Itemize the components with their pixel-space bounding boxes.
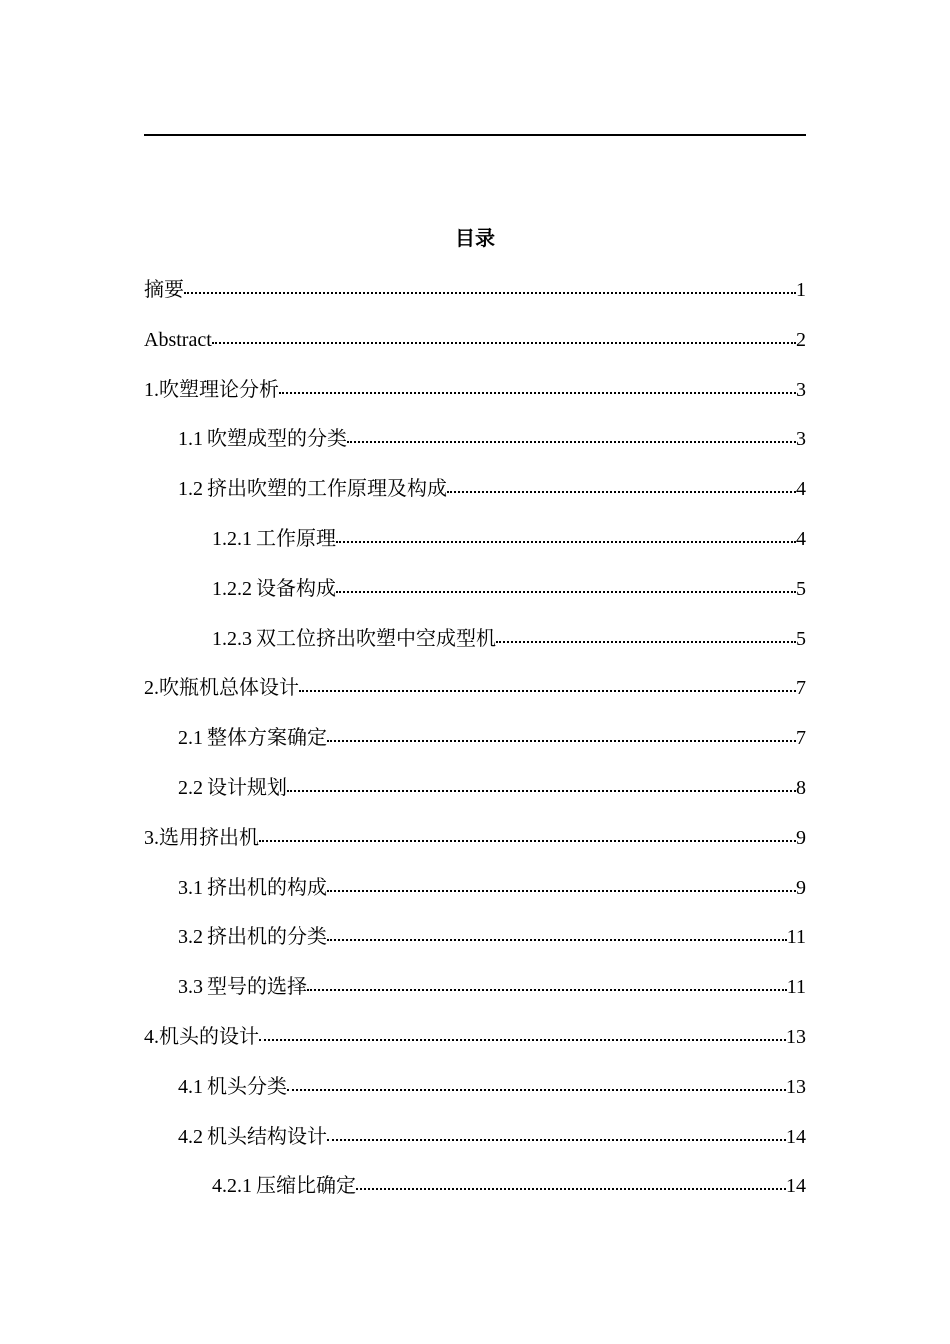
toc-entry-number: 2.1 [178, 727, 203, 750]
toc-entry-text: 选用挤出机 [159, 826, 259, 849]
toc-entry-page: 14 [786, 1125, 806, 1148]
toc-entry-text: 设计规划 [207, 776, 287, 799]
toc-entry-label [144, 326, 212, 354]
toc-entry-page: 8 [796, 776, 806, 799]
toc-entry-page: 5 [796, 577, 806, 600]
toc-entry[interactable] [144, 774, 806, 824]
dot-leader [336, 575, 796, 595]
toc-entry-number: 2. [144, 677, 159, 700]
toc-entry[interactable] [144, 425, 806, 475]
toc-entry-label [178, 475, 447, 503]
toc-entry-page: 2 [796, 328, 806, 351]
toc-entry-number: 1. [144, 378, 159, 401]
toc-entry-text: 机头的设计 [159, 1025, 259, 1048]
toc-entry-label [178, 874, 327, 902]
toc-entry-page: 7 [796, 727, 806, 750]
toc-entry[interactable] [144, 923, 806, 973]
toc-entry-label [212, 1172, 356, 1200]
toc-entry[interactable] [144, 674, 806, 724]
toc-entry[interactable] [144, 276, 806, 326]
toc-entry-text: 吹瓶机总体设计 [159, 677, 299, 700]
dot-leader [287, 1073, 786, 1093]
toc-entry-text: 机头结构设计 [207, 1125, 327, 1148]
page-title: 目录 [455, 226, 495, 250]
toc-entry-page: 4 [796, 478, 806, 501]
toc-entry-label [178, 425, 347, 453]
toc-entry-page: 5 [796, 627, 806, 650]
toc-entry-text: 设备构成 [256, 577, 336, 600]
toc-entry-page: 3 [796, 378, 806, 401]
toc-entry-label [178, 724, 327, 752]
dot-leader [496, 625, 796, 645]
toc-entry-page: 9 [796, 876, 806, 899]
toc-entry-number: 3. [144, 826, 159, 849]
dot-leader [327, 874, 796, 894]
toc-entry-text: 工作原理 [256, 527, 336, 550]
toc-entry-page: 14 [786, 1175, 806, 1198]
dot-leader [327, 1123, 786, 1143]
toc-entry[interactable] [144, 1023, 806, 1073]
toc-entry[interactable] [144, 824, 806, 874]
dot-leader [287, 774, 796, 794]
toc-entry-label [212, 625, 496, 653]
toc-entry-label [212, 525, 336, 553]
toc-entry-page: 3 [796, 428, 806, 451]
dot-leader [259, 824, 796, 844]
toc-entry-number: 1.1 [178, 428, 203, 451]
toc-entry-text: Abstract [144, 328, 212, 351]
toc-entry-label [144, 674, 299, 702]
toc-entry-page: 9 [796, 826, 806, 849]
dot-leader [356, 1172, 786, 1192]
toc-entry-label [178, 1073, 287, 1101]
toc-entry-text: 吹塑成型的分类 [207, 428, 347, 451]
toc-entry-text: 双工位挤出吹塑中空成型机 [256, 627, 496, 650]
toc-entry-text: 摘要 [144, 279, 184, 301]
toc-entry-page: 11 [786, 926, 806, 949]
toc-entry-page: 13 [786, 1025, 806, 1048]
toc-entry-text: 吹塑理论分析 [159, 378, 279, 401]
toc-entry-label [178, 1123, 327, 1151]
dot-leader [307, 973, 787, 993]
dot-leader [184, 276, 796, 296]
toc-entry-page: 7 [796, 677, 806, 700]
toc-entry[interactable] [144, 724, 806, 774]
toc-entry[interactable] [144, 874, 806, 924]
toc-entry-text: 整体方案确定 [207, 727, 327, 750]
toc-entry-label [178, 923, 327, 951]
header-rule [144, 134, 806, 136]
toc-entry-number: 4.2.1 [212, 1175, 252, 1198]
dot-leader [347, 425, 796, 445]
toc-entry-text: 型号的选择 [207, 976, 307, 999]
toc-entry-number: 1.2.1 [212, 527, 252, 550]
dot-leader [327, 724, 796, 744]
toc-entry-label [178, 973, 307, 1001]
toc-entry-number: 4. [144, 1025, 159, 1048]
toc-entry[interactable] [144, 475, 806, 525]
dot-leader [212, 326, 796, 346]
toc-entry-label [144, 276, 184, 304]
toc-entry-text: 挤出机的构成 [207, 876, 327, 899]
toc-entry-text: 挤出机的分类 [207, 926, 327, 949]
toc-entry-number: 1.2.3 [212, 627, 252, 650]
toc-entry[interactable] [144, 525, 806, 575]
toc-entry[interactable] [144, 575, 806, 625]
toc-entry-label [212, 575, 336, 603]
toc-entry-number: 4.2 [178, 1125, 203, 1148]
dot-leader [299, 674, 796, 694]
toc-entry-number: 1.2 [178, 478, 203, 501]
toc-entry-text: 压缩比确定 [256, 1175, 356, 1198]
dot-leader [447, 475, 796, 495]
toc-entry[interactable] [144, 1073, 806, 1123]
toc-entry-page: 4 [796, 527, 806, 550]
toc-entry[interactable] [144, 973, 806, 1023]
toc-entry-page: 1 [796, 279, 806, 301]
toc-entry-label [144, 376, 279, 404]
toc-entry-label [144, 1023, 259, 1051]
dot-leader [279, 376, 796, 396]
toc-entry-number: 3.1 [178, 876, 203, 899]
toc-entry-label [178, 774, 287, 802]
toc-entry-label [144, 824, 259, 852]
toc-entry[interactable] [144, 625, 806, 675]
dot-leader [259, 1023, 786, 1043]
toc-entry[interactable] [144, 1123, 806, 1173]
toc-entry[interactable] [144, 1172, 806, 1222]
toc-entry-page: 13 [786, 1075, 806, 1098]
toc-entry[interactable] [144, 326, 806, 376]
table-of-contents [144, 276, 806, 1222]
toc-entry[interactable] [144, 376, 806, 426]
toc-entry-number: 3.3 [178, 976, 203, 999]
toc-entry-text: 挤出吹塑的工作原理及构成 [207, 478, 447, 501]
toc-entry-text: 机头分类 [207, 1075, 287, 1098]
toc-entry-number: 4.1 [178, 1075, 203, 1098]
dot-leader [327, 923, 787, 943]
toc-entry-number: 2.2 [178, 776, 203, 799]
toc-entry-page: 11 [786, 976, 806, 999]
toc-entry-number: 3.2 [178, 926, 203, 949]
toc-entry-number: 1.2.2 [212, 577, 252, 600]
dot-leader [336, 525, 796, 545]
